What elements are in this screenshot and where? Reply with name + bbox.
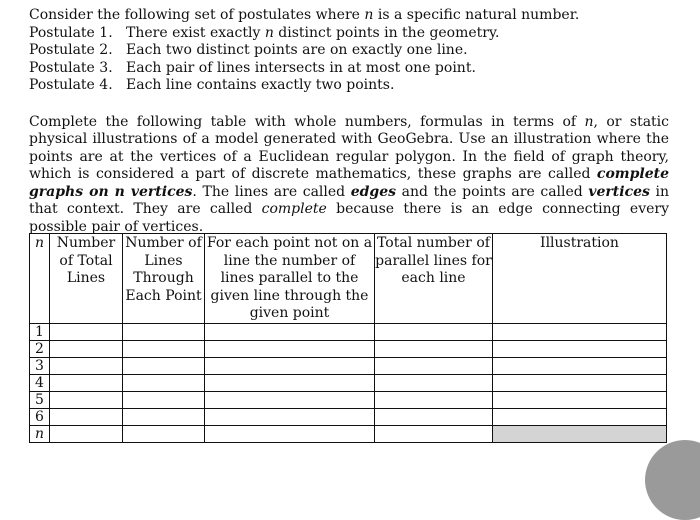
answer-cell[interactable]: [205, 408, 375, 425]
postulate-label: Postulate 3.: [29, 59, 113, 76]
intro-sentence: Consider the following set of postulates where n is a specific natural number.: [29, 7, 580, 23]
row-label: 2: [30, 340, 50, 357]
table-row: [30, 323, 667, 340]
answer-cell[interactable]: [50, 340, 123, 357]
answer-cell[interactable]: [50, 391, 123, 408]
instructions-paragraph: Complete the following table with whole numbers, formulas in terms of n, or static physical illustrations of a model generated with GeoGebra. Use an illustration where the points are at the vertices of a Euclidean regular polygon. In the field of graph theory, which is considered a part of discrete mathematics, these graphs are called complete graphs on n vertices. The lines are called edges and the points are called vertices in that context. They are called complete because there is an edge connecting every possible pair of vertices.: [29, 113, 669, 236]
answer-cell[interactable]: [123, 357, 205, 374]
answer-cell[interactable]: [375, 391, 493, 408]
postulates-table: [29, 233, 667, 443]
postulate-4: [29, 77, 669, 95]
header-total-parallel: Total number of parallel lines for each line: [375, 234, 493, 324]
header-lines-through-point: Number of Lines Through Each Point: [123, 234, 205, 324]
answer-cell[interactable]: [205, 391, 375, 408]
answer-cell[interactable]: [123, 323, 205, 340]
header-total-lines: Number of Total Lines: [50, 234, 123, 324]
postulate-text: Each line contains exactly two points.: [126, 77, 395, 93]
answer-cell[interactable]: [205, 425, 375, 442]
postulate-label: Postulate 1.: [29, 24, 113, 41]
answer-cell[interactable]: [493, 323, 667, 340]
answer-cell[interactable]: [375, 340, 493, 357]
answer-cell[interactable]: [375, 374, 493, 391]
row-label: n: [30, 425, 50, 442]
table-row: [30, 357, 667, 374]
table-row: [30, 340, 667, 357]
answer-cell[interactable]: [493, 374, 667, 391]
table-row: [30, 391, 667, 408]
table-row: [30, 374, 667, 391]
row-label: 6: [30, 408, 50, 425]
table-row: [30, 408, 667, 425]
row-label: 5: [30, 391, 50, 408]
answer-cell[interactable]: [375, 408, 493, 425]
postulate-2: [29, 42, 669, 60]
shaded-cell: [493, 425, 667, 442]
answer-cell[interactable]: [123, 408, 205, 425]
answer-cell[interactable]: [50, 323, 123, 340]
header-parallel-lines: For each point not on a line the number of lines parallel to the given line through the given point: [205, 234, 375, 324]
answer-cell[interactable]: [493, 408, 667, 425]
answer-cell[interactable]: [123, 374, 205, 391]
answer-cell[interactable]: [493, 357, 667, 374]
answer-cell[interactable]: [375, 357, 493, 374]
answer-cell[interactable]: [205, 357, 375, 374]
answer-cell[interactable]: [50, 374, 123, 391]
document-page: [29, 7, 669, 251]
table-header-row: [30, 234, 667, 324]
corner-page-curl: [645, 440, 700, 520]
answer-cell[interactable]: [123, 425, 205, 442]
answer-cell[interactable]: [123, 391, 205, 408]
postulate-list: [29, 25, 669, 95]
answer-cell[interactable]: [205, 374, 375, 391]
answer-cell[interactable]: [375, 425, 493, 442]
row-label: 3: [30, 357, 50, 374]
answer-cell[interactable]: [50, 357, 123, 374]
postulate-3: [29, 60, 669, 78]
postulate-text: Each two distinct points are on exactly one line.: [126, 42, 468, 58]
postulate-1: [29, 25, 669, 43]
answer-cell[interactable]: [205, 323, 375, 340]
header-illustration: Illustration: [493, 234, 667, 324]
answer-cell[interactable]: [50, 408, 123, 425]
header-n: n: [30, 234, 50, 324]
answer-cell[interactable]: [50, 425, 123, 442]
answer-cell[interactable]: [375, 323, 493, 340]
answer-cell[interactable]: [493, 391, 667, 408]
postulate-label: Postulate 4.: [29, 77, 113, 93]
postulate-label: Postulate 2.: [29, 42, 113, 58]
postulate-text: There exist exactly n distinct points in the geometry.: [126, 24, 500, 41]
answer-cell[interactable]: [205, 340, 375, 357]
row-label: 4: [30, 374, 50, 391]
table-row: [30, 425, 667, 442]
answer-cell[interactable]: [123, 340, 205, 357]
postulate-text: Each pair of lines intersects in at most one point.: [126, 59, 476, 76]
row-label: 1: [30, 323, 50, 340]
answer-cell[interactable]: [493, 340, 667, 357]
